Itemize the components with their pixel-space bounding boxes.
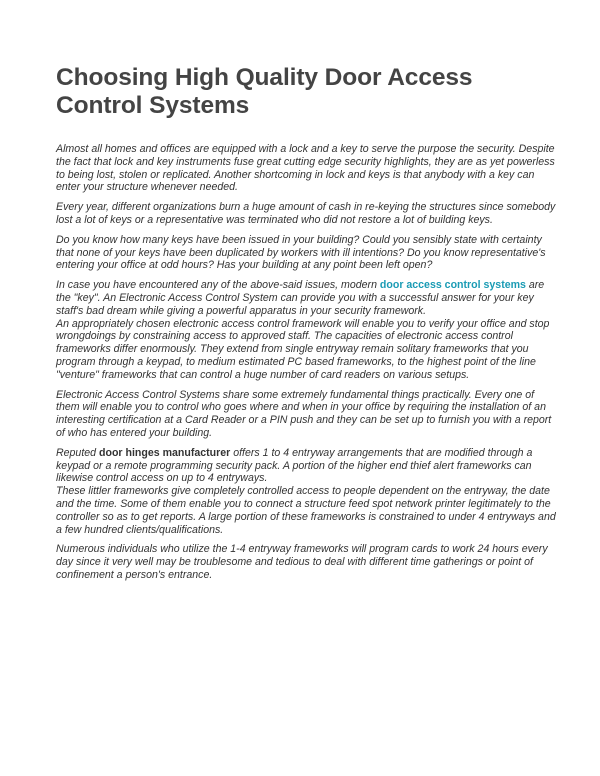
paragraph-text: are the "key". An Electronic Access Control System can provide you with a successful answer for your key staff's bad dream while giving a powerful apparatus in your security framework.	[56, 279, 545, 317]
paragraph-questions: Do you know how many keys have been issued in your building? Could you sensibly state with certainty that none of your keys have been duplicated by workers with ill intentions? Do you know representative's entering your office at odd hours? Has your building at any point been left open?	[56, 233, 546, 272]
paragraph-intro: Almost all homes and offices are equipped with a lock and a key to serve the purpose the security. Despite the fact that lock and key instruments fuse great cutting edge security highlights, they are as yet powerless to being lost, stolen or replicated. Another shortcoming in lock and keys is that anybody with a key can enter your structure whenever needed.	[56, 143, 555, 194]
paragraph-fundamentals: Electronic Access Control Systems share some extremely fundamental things practically. Every one of them will enable you to control who goes where and when in your office by requiring the installation of an interesting certification at a Card Reader or a PIN push and they can be set up to furnish you with a report of who has entered your building.	[56, 388, 552, 439]
paragraph-smaller-frameworks: These littler frameworks give completely controlled access to people dependent on the entryway, the date and the time. Some of them enable you to connect a structure feed spot network printer legitimately to the controller so as to get reports. A large portion of these frameworks is constrained to under 4 entryways and a few hundred clients/qualifications.	[56, 485, 556, 536]
document-page	[56, 64, 556, 589]
paragraph-manufacturer	[56, 447, 556, 485]
paragraph-text: Reputed	[56, 446, 99, 459]
paragraph-rekeying: Every year, different organizations burn a huge amount of cash in re-keying the structures since somebody lost a lot of keys or a representative was terminated who did not restore a lot of building keys.	[56, 201, 556, 226]
article-body	[56, 143, 556, 582]
paragraph-framework-capacities: An appropriately chosen electronic access control framework will enable you to verify your office and stop wrongdoings by constraining access to approved staff. The capacities of electronic access control frameworks differ enormously. They extend from single entryway remain solitary frameworks that you program through a keypad, to medium estimated PC based frameworks, to the highest point of the line "venture" frameworks that can control a huge number of card readers on various setups.	[56, 317, 550, 381]
paragraph-text: offers 1 to 4 entryway arrangements that are modified through a keypad or a remote programming security pack. A portion of the higher end thief alert frameworks can likewise control access on up to 4 entryways.	[56, 446, 533, 485]
paragraph-text: In case you have encountered any of the above-said issues, modern	[56, 279, 380, 292]
paragraph-conclusion: Numerous individuals who utilize the 1-4 entryway frameworks will program cards to work 24 hours every day since it very well may be troublesome and tedious to deal with different time gatherings or point of confinement a person's entrance.	[56, 543, 548, 581]
page-title: Choosing High Quality Door Access Control Systems	[56, 64, 473, 119]
paragraph-access-systems	[56, 279, 556, 317]
door-access-control-systems-link[interactable]: door access control systems	[379, 279, 526, 292]
door-hinges-manufacturer-term: door hinges manufacturer	[99, 446, 231, 459]
